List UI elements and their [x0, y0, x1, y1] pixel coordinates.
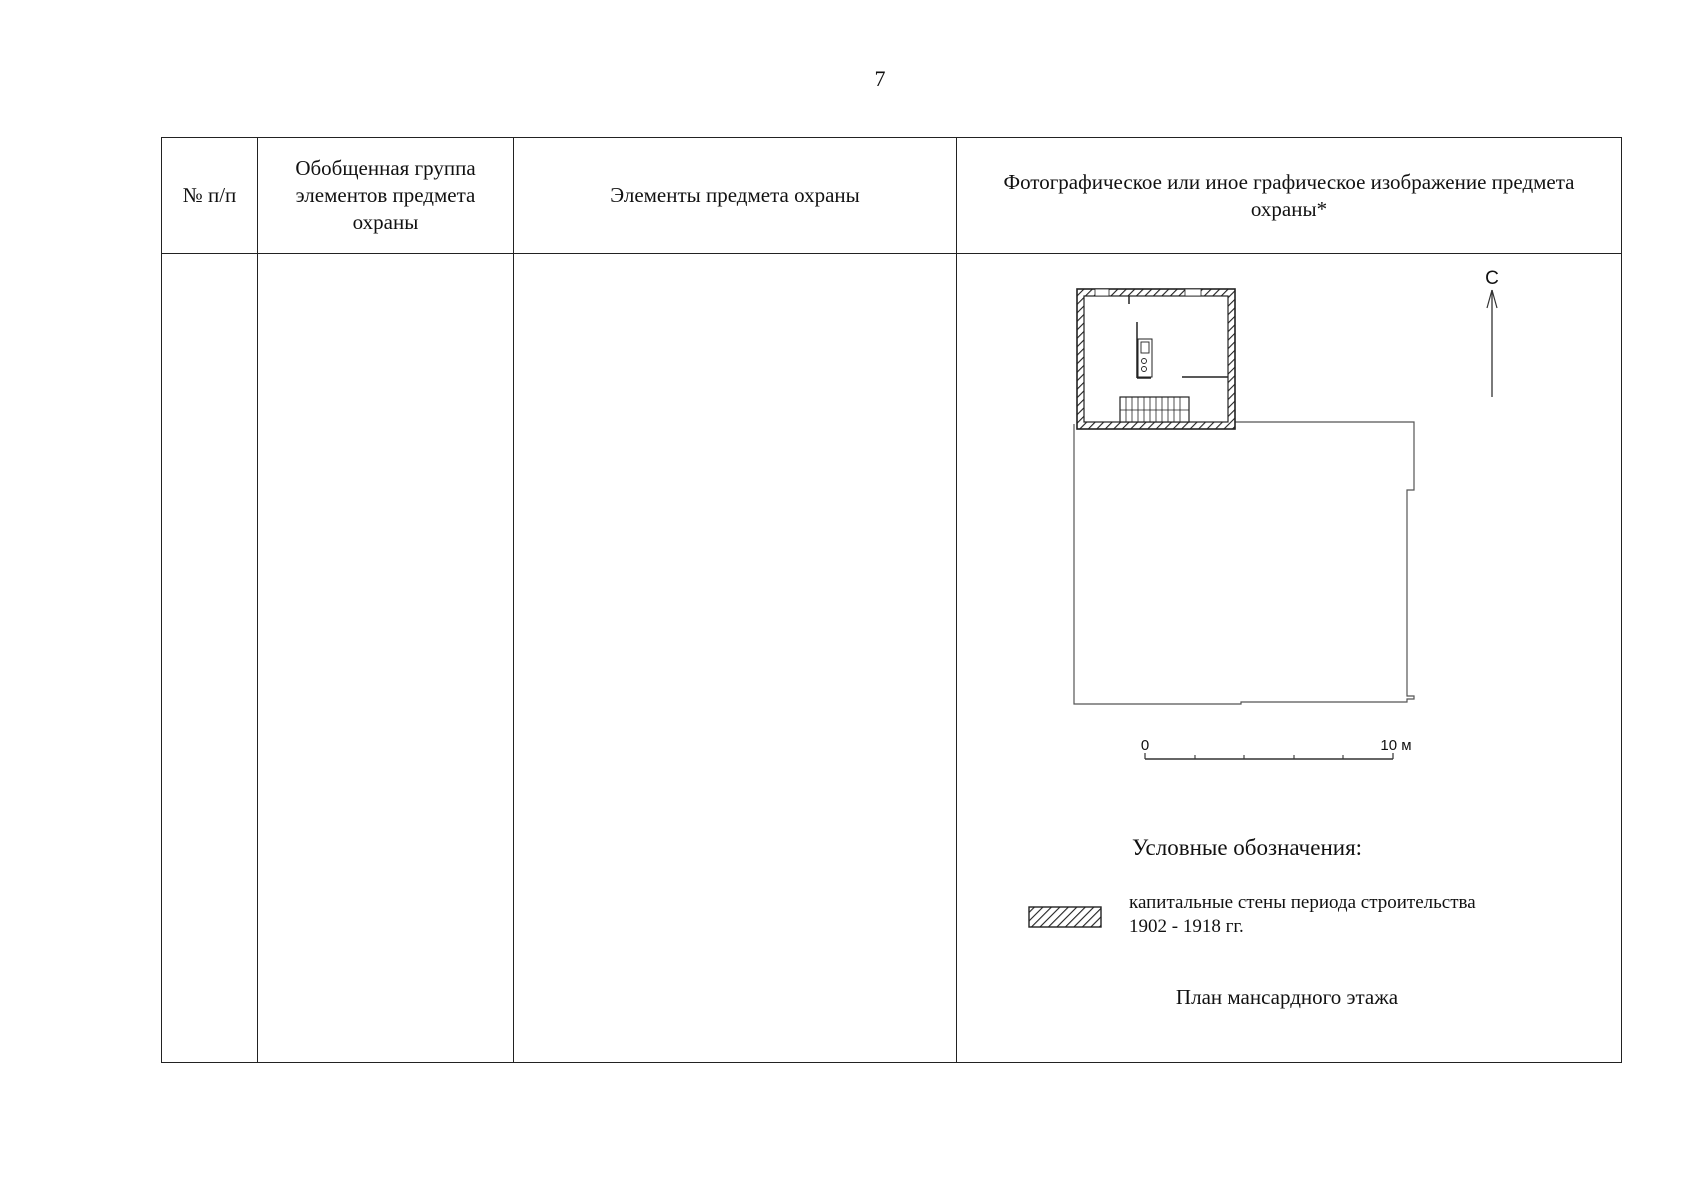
cell-image — [957, 254, 1622, 1063]
mansard-room — [1077, 289, 1235, 429]
cell-number — [162, 254, 258, 1063]
lower-building-outline — [1074, 422, 1414, 704]
legend — [1029, 835, 1476, 937]
mansard-floor-plan — [957, 254, 1621, 1062]
legend-title: Условные обозначения: — [1132, 835, 1363, 860]
page-number: 7 — [874, 66, 886, 91]
header-number: № п/п — [162, 138, 258, 254]
protection-subject-table — [161, 137, 1622, 1063]
legend-item-line1: капитальные стены периода строительства — [1129, 892, 1476, 913]
north-label: С — [1485, 268, 1499, 289]
header-image-label: Фотографическое или иное графическое изображение предмета охраны* — [1003, 169, 1575, 221]
north-arrow — [1485, 268, 1499, 397]
header-group-label: Обобщенная группа элементов предмета охраны — [295, 156, 476, 234]
scale-bar — [1141, 737, 1412, 759]
cell-elements — [514, 254, 957, 1063]
staircase — [1120, 397, 1189, 422]
scale-start-label: 0 — [1140, 737, 1150, 754]
scale-end-label: 10 м — [1380, 737, 1412, 754]
hatched-wall-swatch — [1029, 907, 1101, 927]
legend-item-line2: 1902 - 1918 гг. — [1129, 916, 1244, 937]
cell-group — [258, 254, 514, 1063]
header-elements: Элементы предмета охраны — [514, 138, 957, 254]
table-header-row — [162, 138, 1622, 254]
table-row — [162, 254, 1622, 1063]
header-group — [258, 138, 514, 254]
plan-caption: План мансардного этажа — [1175, 985, 1399, 1009]
header-image — [957, 138, 1622, 254]
